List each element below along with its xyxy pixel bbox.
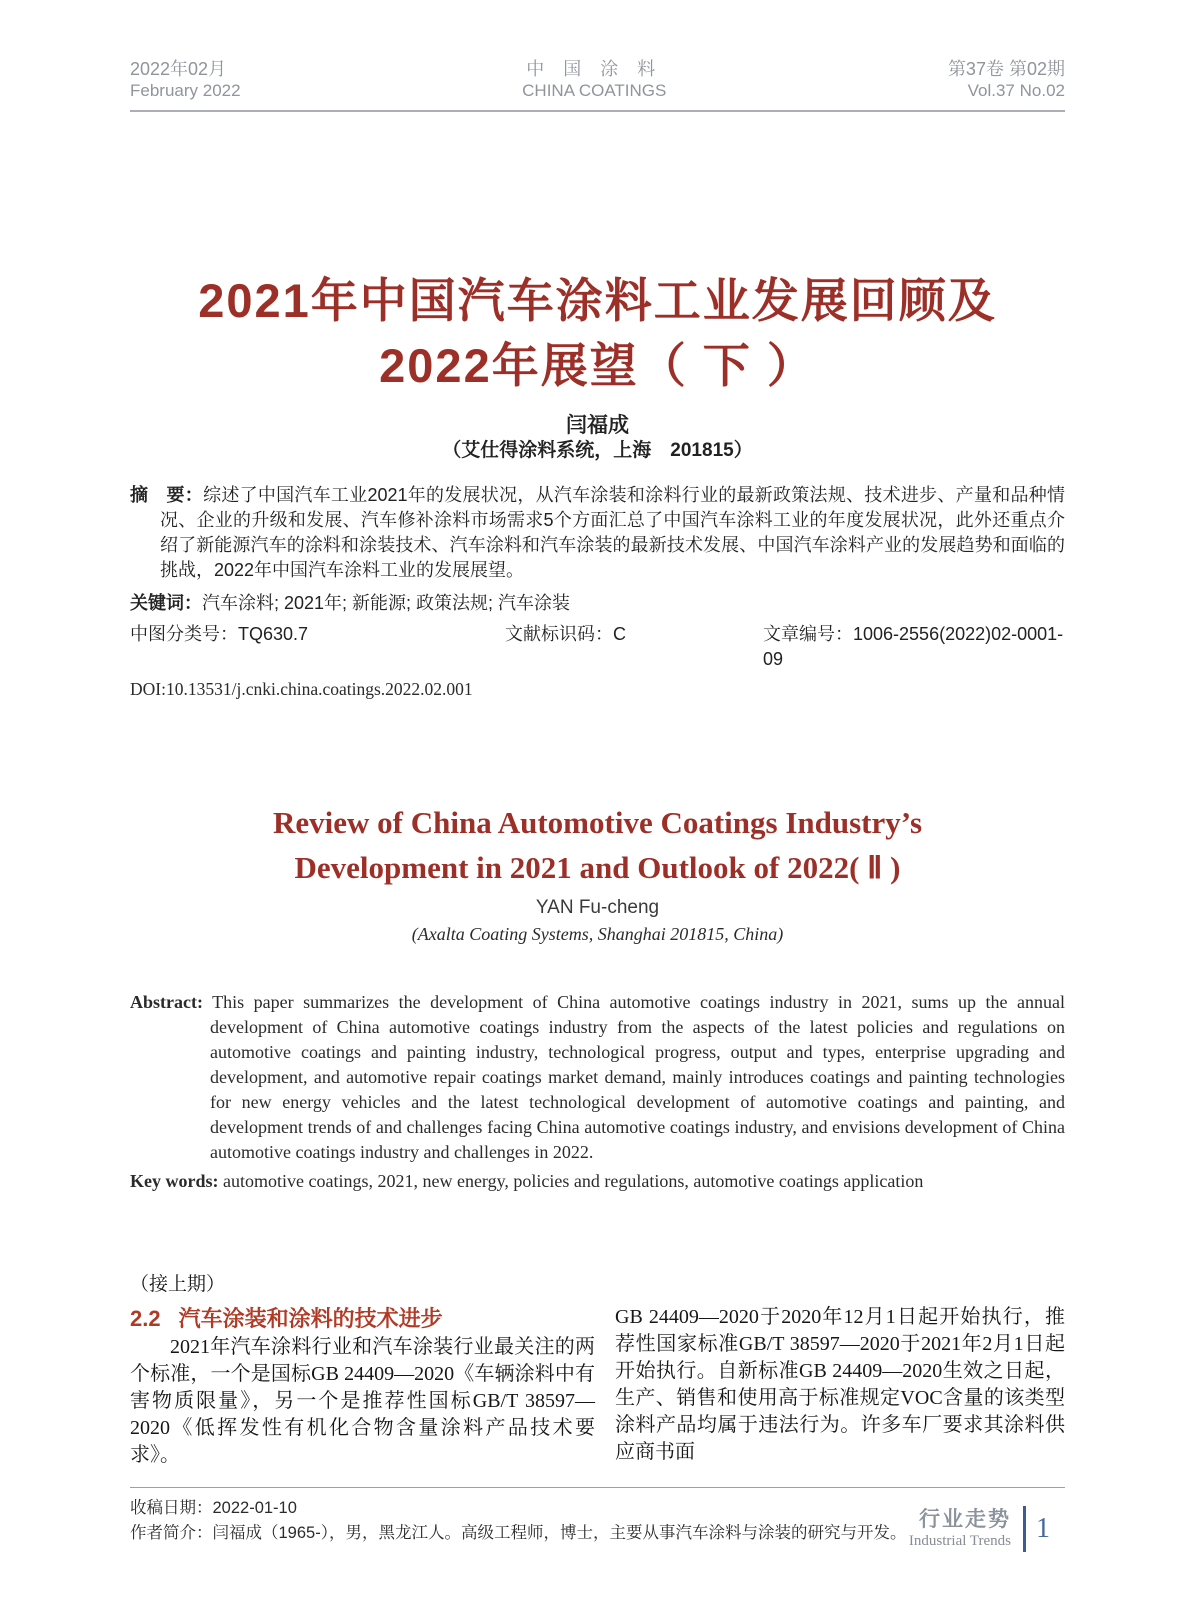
article-number: 文章编号：1006-2556(2022)02-0001-09 bbox=[763, 624, 1064, 669]
column-name-en: Industrial Trends bbox=[908, 1533, 1011, 1549]
continued-note: （接上期） bbox=[130, 1274, 226, 1295]
abstract-cn-label: 摘 要： bbox=[130, 485, 204, 505]
page-footer bbox=[909, 1506, 1050, 1552]
abstract-en-text: This paper summarizes the development of China automotive coatings industry in 2021, sums up the annual development of China automotive coatings industry from the aspects of the latest policies and regulations on automotive coatings and painting industry, technological progress, output and types, enterprise upgrading and development, and automotive repair coatings market demand, mainly introduces coatings and painting technologies for new energy vehicles and the latest technological development of automotive coatings and painting, and development trends of and challenges facing China automotive coatings industry, and envisions development of China automotive coatings industry and challenges in 2022. bbox=[210, 992, 1065, 1162]
author-name-cn: 闫福成 bbox=[566, 414, 629, 437]
doi: DOI:10.13531/j.cnki.china.coatings.2022.02.001 bbox=[130, 679, 473, 699]
abstract-cn bbox=[130, 483, 1065, 583]
keywords-en-text: automotive coatings, 2021, new energy, policies and regulations, automotive coatings application bbox=[223, 1171, 924, 1191]
abstract-en bbox=[130, 990, 1065, 1165]
author-affiliation-en: (Axalta Coating Systems, Shanghai 201815, China) bbox=[411, 924, 784, 944]
body-column-right bbox=[615, 1272, 1065, 1469]
journal-title bbox=[522, 58, 666, 102]
section-title: 汽车涂装和涂料的技术进步 bbox=[178, 1306, 443, 1331]
section-number: 2.2 bbox=[130, 1306, 161, 1331]
keywords-cn-label: 关键词： bbox=[130, 593, 202, 613]
issue-info-cn: 第37卷 第02期 bbox=[947, 59, 1065, 79]
received-date: 收稿日期：2022-01-10 bbox=[130, 1499, 297, 1517]
footnote-divider bbox=[130, 1487, 1065, 1488]
section-heading bbox=[130, 1304, 595, 1334]
author-bio: 作者简介：闫福成（1965-），男，黑龙江人。高级工程师，博士，主要从事汽车涂料与涂装的研究与开发。 bbox=[130, 1524, 907, 1542]
document-code: 文献标识码：C bbox=[505, 624, 626, 644]
header-date bbox=[130, 58, 241, 102]
author-affiliation-cn: （艾仕得涂料系统，上海 201815） bbox=[442, 440, 753, 461]
page-number: 1 bbox=[1036, 1513, 1050, 1544]
keywords-en bbox=[130, 1169, 1065, 1194]
body-paragraph-right: GB 24409—2020于2020年12月1日起开始执行，推荐性国家标准GB/T 38597—2020于2021年2月1日起开始执行。自新标准GB 24409—2020生效之日起，生产、销售和使用高于标准规定VOC含量的该类型涂料产品均属于违法行为。许多车厂要求其涂料供应商书面 bbox=[615, 1306, 1065, 1463]
journal-header bbox=[130, 58, 1065, 102]
body-column-left bbox=[130, 1272, 595, 1469]
column-name-cn: 行业走势 bbox=[919, 1508, 1011, 1531]
author-name-en: YAN Fu-cheng bbox=[535, 897, 660, 918]
article-title-en-line1: Review of China Automotive Coatings Industry’s bbox=[272, 805, 923, 840]
body-columns bbox=[130, 1272, 1065, 1469]
issue-info bbox=[948, 58, 1065, 102]
keywords-cn-text: 汽车涂料; 2021年; 新能源; 政策法规; 汽车涂装 bbox=[202, 593, 571, 613]
abstract-cn-text: 综述了中国汽车工业2021年的发展状况，从汽车涂装和涂料行业的最新政策法规、技术进步、产量和品种情况、企业的升级和发展、汽车修补涂料市场需求5个方面汇总了中国汽车涂料工业的年度发展状况，此外还重点介绍了新能源汽车的涂料和涂装技术、汽车涂料和汽车涂装的最新技术发展、中国汽车涂料产业的发展趋势和面临的挑战，2022年中国汽车涂料工业的发展展望。 bbox=[160, 485, 1065, 580]
journal-title-en: CHINA COATINGS bbox=[522, 81, 667, 100]
body-paragraph-left: 2021年汽车涂料行业和汽车涂装行业最关注的两个标准，一个是国标GB 24409—2020《车辆涂料中有害物质限量》，另一个是推荐性国标GB/T 38597—2020《低挥发性有机化合物含量涂料产品技术要求》。 bbox=[130, 1336, 595, 1466]
header-date-en: February 2022 bbox=[130, 81, 241, 100]
article-title-cn bbox=[130, 268, 1065, 398]
article-title-en bbox=[130, 800, 1065, 890]
header-date-cn: 2022年02月 bbox=[130, 59, 227, 79]
header-divider bbox=[130, 110, 1065, 112]
classification-row bbox=[130, 622, 1065, 672]
footer-divider-bar bbox=[1023, 1506, 1026, 1552]
clc-number: 中图分类号：TQ630.7 bbox=[130, 624, 309, 644]
article-title-cn-line1: 2021年中国汽车涂料工业发展回顾及 bbox=[198, 274, 997, 327]
abstract-en-label: Abstract: bbox=[130, 992, 203, 1012]
keywords-en-label: Key words: bbox=[130, 1171, 219, 1191]
column-name bbox=[909, 1508, 1011, 1550]
issue-info-en: Vol.37 No.02 bbox=[967, 81, 1065, 100]
article-title-en-line2: Development in 2021 and Outlook of 2022( Ⅱ ) bbox=[294, 850, 901, 885]
article-title-cn-line2: 2022年展望（ 下 ） bbox=[379, 339, 816, 392]
journal-title-cn: 中 国 涂 料 bbox=[526, 59, 663, 79]
keywords-cn bbox=[130, 591, 1065, 616]
